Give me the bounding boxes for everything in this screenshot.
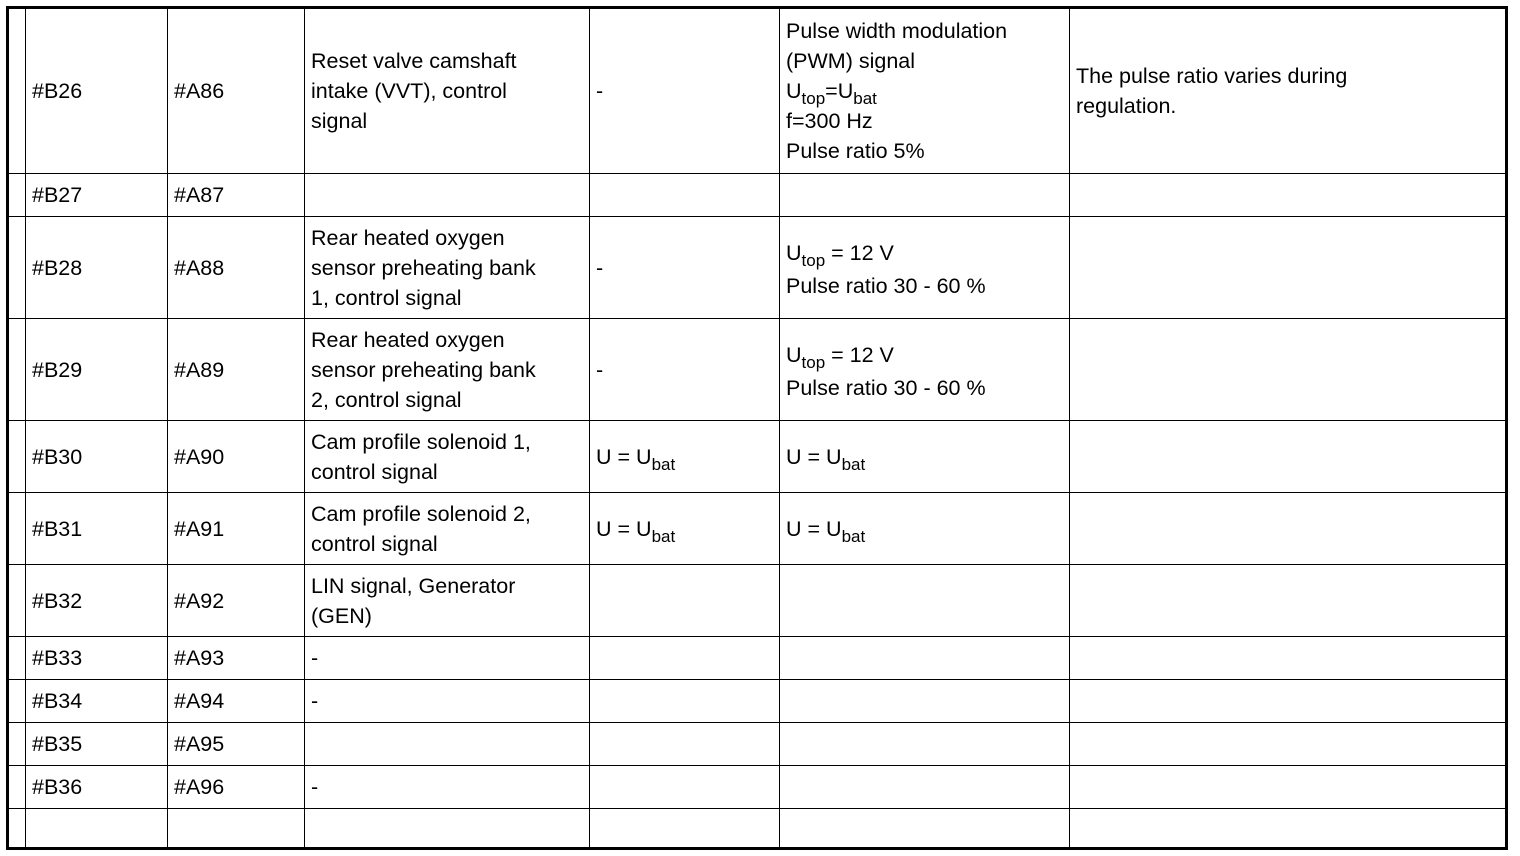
row-gutter: [8, 319, 26, 421]
value-off-cell: [590, 766, 780, 809]
value-on-cell: [780, 637, 1070, 680]
pin-a-cell: #A90: [168, 421, 305, 493]
table-row: [8, 766, 1507, 809]
row-gutter: [8, 809, 26, 849]
table-row: [8, 421, 1507, 493]
table-row: [8, 723, 1507, 766]
description-cell: -: [305, 680, 590, 723]
value-off-cell: [590, 809, 780, 849]
row-gutter: [8, 8, 26, 174]
value-off-cell: $U = U_{bat}$: [590, 421, 780, 493]
pin-a-cell: #A91: [168, 493, 305, 565]
pin-a-cell: #A86: [168, 8, 305, 174]
remark-cell: [1070, 766, 1507, 809]
value-off-cell: -: [590, 319, 780, 421]
row-gutter: [8, 565, 26, 637]
row-gutter: [8, 421, 26, 493]
value-off-cell: -: [590, 217, 780, 319]
pin-b-cell: #B33: [26, 637, 168, 680]
pin-b-cell: #B29: [26, 319, 168, 421]
table-row: [8, 809, 1507, 849]
remark-cell: [1070, 493, 1507, 565]
remark-cell: [1070, 565, 1507, 637]
pin-a-cell: #A95: [168, 723, 305, 766]
table-row: [8, 565, 1507, 637]
table-row: [8, 493, 1507, 565]
value-on-cell: $U_{top} = 12$ V Pulse ratio 30 - 60 %: [780, 319, 1070, 421]
table-row: [8, 174, 1507, 217]
pin-a-cell: #A93: [168, 637, 305, 680]
value-on-cell: [780, 809, 1070, 849]
value-off-cell: -: [590, 8, 780, 174]
row-gutter: [8, 637, 26, 680]
value-on-cell: [780, 565, 1070, 637]
pin-a-cell: #A89: [168, 319, 305, 421]
value-off-cell: [590, 565, 780, 637]
pin-b-cell: #B28: [26, 217, 168, 319]
value-off-cell: [590, 723, 780, 766]
description-cell: [305, 723, 590, 766]
value-on-cell: [780, 680, 1070, 723]
remark-cell: [1070, 637, 1507, 680]
pin-a-cell: #A94: [168, 680, 305, 723]
value-off-cell: [590, 174, 780, 217]
value-on-cell: $U = U_{bat}$: [780, 493, 1070, 565]
remark-cell: The pulse ratio varies during regulation.: [1070, 8, 1507, 174]
remark-cell: [1070, 723, 1507, 766]
row-gutter: [8, 217, 26, 319]
description-cell: LIN signal, Generator (GEN): [305, 565, 590, 637]
value-on-cell: [780, 723, 1070, 766]
remark-cell: [1070, 680, 1507, 723]
row-gutter: [8, 766, 26, 809]
description-cell: -: [305, 637, 590, 680]
description-cell: [305, 174, 590, 217]
description-cell: Rear heated oxygen sensor preheating bank 1, control signal: [305, 217, 590, 319]
description-cell: Rear heated oxygen sensor preheating bank 2, control signal: [305, 319, 590, 421]
pin-b-cell: [26, 809, 168, 849]
pin-a-cell: #A96: [168, 766, 305, 809]
table-row: [8, 319, 1507, 421]
pin-a-cell: #A88: [168, 217, 305, 319]
pin-b-cell: #B27: [26, 174, 168, 217]
pin-b-cell: #B35: [26, 723, 168, 766]
value-off-cell: [590, 680, 780, 723]
value-off-cell: [590, 637, 780, 680]
pin-b-cell: #B26: [26, 8, 168, 174]
pin-a-cell: #A87: [168, 174, 305, 217]
description-cell: -: [305, 766, 590, 809]
row-gutter: [8, 493, 26, 565]
description-cell: Cam profile solenoid 1, control signal: [305, 421, 590, 493]
value-on-cell: [780, 766, 1070, 809]
table-row: [8, 8, 1507, 174]
remark-cell: [1070, 421, 1507, 493]
description-cell: Cam profile solenoid 2, control signal: [305, 493, 590, 565]
remark-cell: [1070, 174, 1507, 217]
remark-cell: [1070, 217, 1507, 319]
table-row: [8, 637, 1507, 680]
table-row: [8, 680, 1507, 723]
remark-cell: [1070, 319, 1507, 421]
value-on-cell: [780, 174, 1070, 217]
pin-b-cell: #B34: [26, 680, 168, 723]
value-on-cell: $U_{top} = 12$ V Pulse ratio 30 - 60 %: [780, 217, 1070, 319]
pin-b-cell: #B31: [26, 493, 168, 565]
pin-b-cell: #B30: [26, 421, 168, 493]
pin-a-cell: [168, 809, 305, 849]
row-gutter: [8, 680, 26, 723]
table-row: [8, 217, 1507, 319]
row-gutter: [8, 174, 26, 217]
value-on-cell: $U = U_{bat}$: [780, 421, 1070, 493]
value-on-cell: Pulse width modulation (PWM) signal $U_{top}=U_{bat}$ f=300 Hz Pulse ratio 5%: [780, 8, 1070, 174]
description-cell: [305, 809, 590, 849]
pin-table: [6, 6, 1508, 850]
remark-cell: [1070, 809, 1507, 849]
row-gutter: [8, 723, 26, 766]
pin-a-cell: #A92: [168, 565, 305, 637]
value-off-cell: $U = U_{bat}$: [590, 493, 780, 565]
pin-b-cell: #B32: [26, 565, 168, 637]
description-cell: Reset valve camshaft intake (VVT), control signal: [305, 8, 590, 174]
pin-b-cell: #B36: [26, 766, 168, 809]
